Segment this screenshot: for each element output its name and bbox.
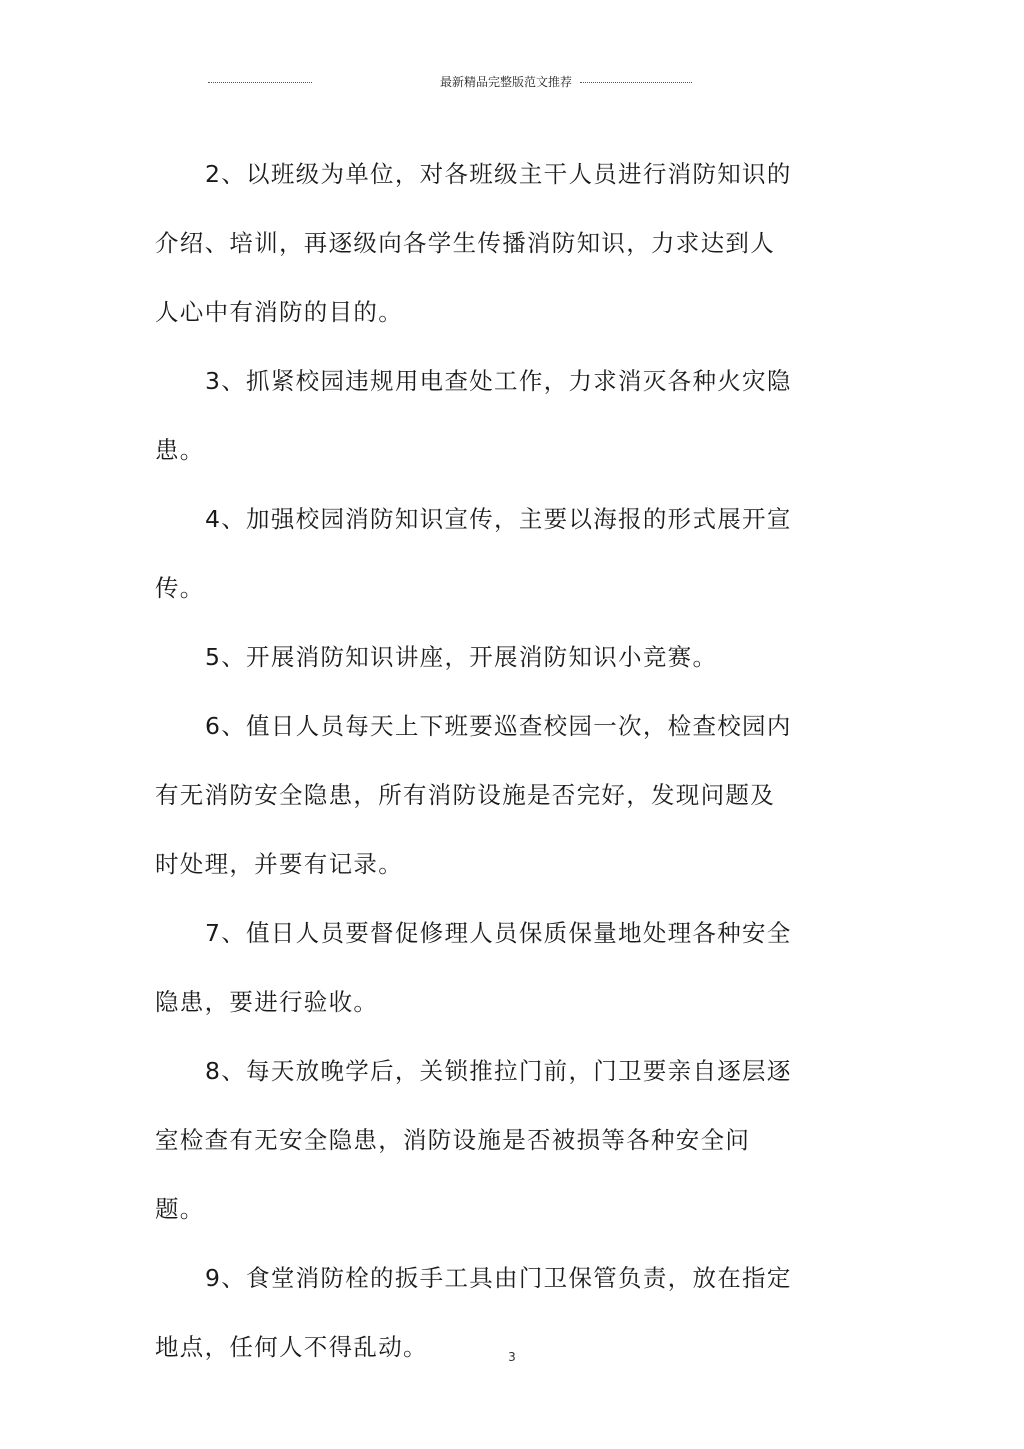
paragraph-item-5: 5、开展消防知识讲座，开展消防知识小竞赛。 bbox=[205, 643, 718, 671]
header-title: 最新精品完整版范文推荐 bbox=[440, 75, 573, 89]
paragraph-item-6: 6、值日人员每天上下班要巡查校园一次，检查校园内有无消防安全隐患，所有消防设施是否完好，发现问题及时处理，并要有记录。 bbox=[155, 712, 792, 878]
paragraph-item-2: 2、以班级为单位，对各班级主干人员进行消防知识的介绍、培训，再逐级向各学生传播消防知识，力求达到人人心中有消防的目的。 bbox=[155, 160, 792, 326]
paragraph-item-7: 7、值日人员要督促修理人员保质保量地处理各种安全隐患，要进行验收。 bbox=[155, 919, 792, 1016]
page-header bbox=[208, 74, 688, 90]
header-dotted-rule-left bbox=[208, 82, 312, 83]
page-number: 3 bbox=[508, 1350, 516, 1364]
paragraph-item-4: 4、加强校园消防知识宣传，主要以海报的形式展开宣传。 bbox=[155, 505, 792, 602]
paragraph-item-9: 9、食堂消防栓的扳手工具由门卫保管负责，放在指定地点，任何人不得乱动。 bbox=[155, 1264, 792, 1361]
paragraph-item-3: 3、抓紧校园违规用电查处工作，力求消灭各种火灾隐患。 bbox=[155, 367, 792, 464]
document-body bbox=[155, 140, 795, 1382]
header-dotted-rule-right bbox=[580, 82, 692, 83]
paragraph-item-8: 8、每天放晚学后，关锁推拉门前，门卫要亲自逐层逐室检查有无安全隐患，消防设施是否被损等各种安全问题。 bbox=[155, 1057, 792, 1223]
